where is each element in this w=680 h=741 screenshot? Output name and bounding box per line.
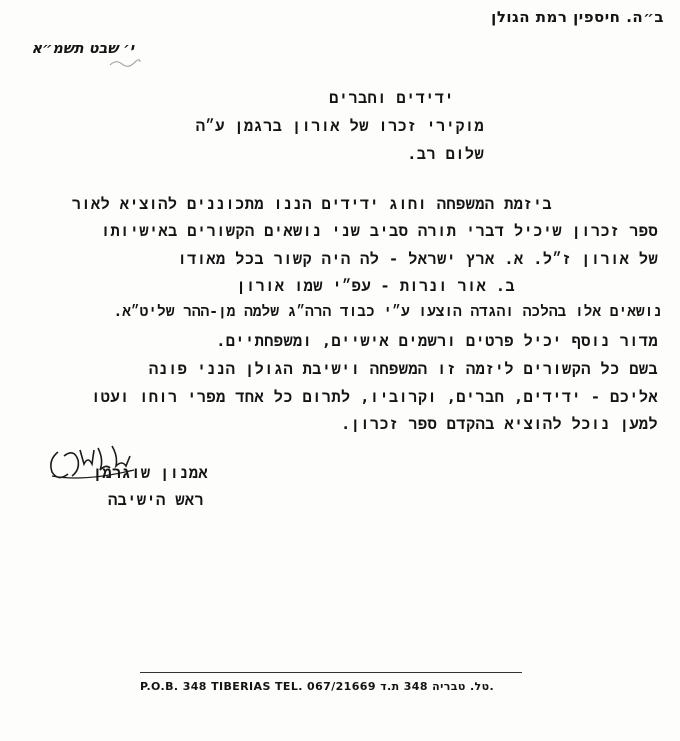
signer-title: ראש הישיבה: [107, 491, 204, 509]
salutation-line-3: שלום רב.: [407, 145, 484, 163]
salutation-line-2: מוקירי זכרו של אורון ברגמן ע״ה: [195, 117, 484, 135]
body-line-7: בשם כל הקשורים ליזמה זו המשפחה וישיבת הגולן הנני פונה: [148, 360, 658, 378]
footer-rule: [140, 672, 522, 673]
body-line-3: של אורון ז״ל. א. ארץ ישראל - לה היה קשור בכל מאודו: [177, 250, 658, 268]
body-line-6: מדור נוסף יכיל פרטים ורשמים אישיים, ומשפחתיים.: [216, 332, 658, 350]
body-line-5: נושאים אלו בהלכה והגדה הוצעו ע״י כבוד הרה״ג שלמה מן-ההר שליט״א.: [113, 304, 662, 320]
letter-date: י׳ שבט תשמ״א: [31, 41, 134, 57]
faint-mark-icon: [108, 56, 142, 70]
footer-address: P.O.B. 348 TIBERIAS TEL. 067/21669 טל. טבריה 348 ת.ד.: [140, 680, 495, 693]
salutation-line-1: ידידים וחברים: [329, 89, 454, 107]
signer-name: אמנון שוגרמן: [92, 464, 208, 482]
body-line-1: ביזמת המשפחה וחוג ידידים הננו מתכוננים להוציא לאור: [71, 195, 552, 213]
body-line-2: ספר זכרון שיכיל דברי תורה סביב שני נושאים הקשורים באישיותו: [100, 222, 658, 240]
body-line-4: ב. אור ונרות - עפ״י שמו אורון: [236, 277, 515, 295]
letterhead-institution: ב״ה. חיספין רמת הגולן: [491, 8, 664, 26]
body-line-8: אליכם - ידידים, חברים, וקרוביו, לתרום כל אחד מפרי רוחו ועטו: [91, 388, 658, 406]
body-line-9: למען נוכל להוציא בהקדם ספר זכרון.: [340, 415, 658, 433]
